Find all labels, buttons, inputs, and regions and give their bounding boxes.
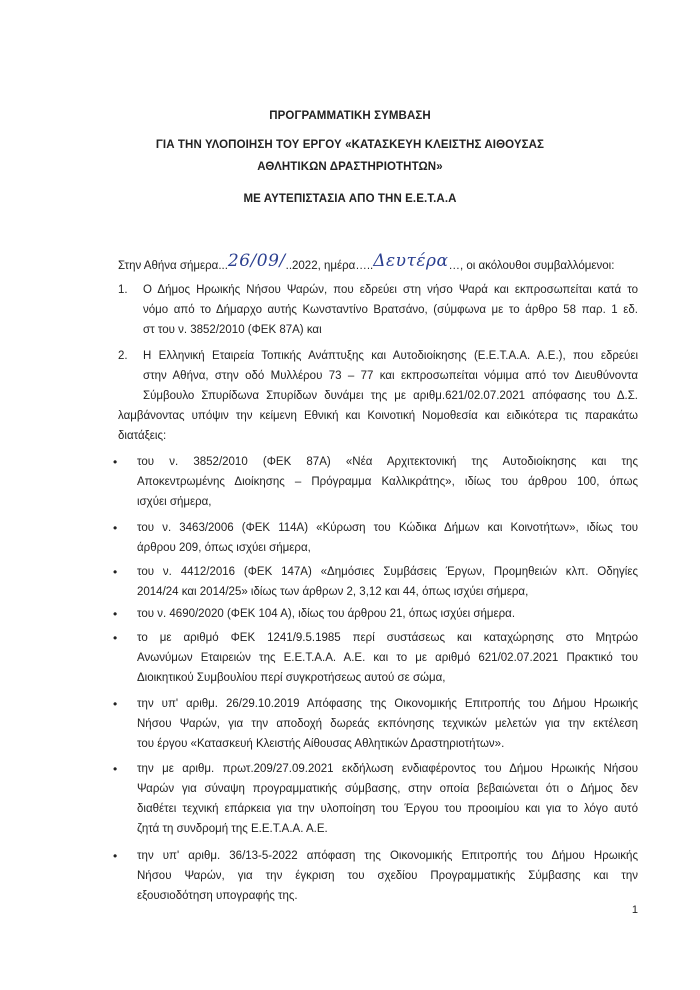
provision-line: Ψαρών για σύναψη προγραμματικής σύμβασης, στην οποία βεβαιώνεται ότι ο Δήμος δεν xyxy=(137,783,638,795)
bullet-icon: • xyxy=(113,631,118,645)
provision-line: το με αριθμό ΦΕΚ 1241/9.5.1985 περί συστάσεως και καταχώρησης στο Μητρώο xyxy=(137,632,638,644)
provision-line: Διοικητικού Συμβουλίου περί συγκροτήσεως αυτού σε σώμα, xyxy=(137,672,446,684)
title-line-1: ΠΡΟΓΡΑΜΜΑΤΙΚΗ ΣΥΜΒΑΣΗ xyxy=(269,110,431,122)
bullet-icon: • xyxy=(113,762,118,776)
party-2-line: Η Ελληνική Εταιρεία Τοπικής Ανάπτυξης και Αυτοδιοίκησης (Ε.Ε.Τ.Α.Α. Α.Ε.), που εδρεύει xyxy=(143,350,638,362)
intro-suffix: , οι ακόλουθοι συμβαλλόμενοι: xyxy=(459,260,615,272)
party-1-line: στ του ν. 3852/2010 (ΦΕΚ 87Α) και xyxy=(143,324,322,336)
page-number: 1 xyxy=(631,904,638,916)
considering-line: διατάξεις: xyxy=(118,430,167,442)
provision-line: Νήσου Ψαρών, για την αποδοχή δωρεάς εκπόνησης τεχνικών μελετών για την εκτέλεση xyxy=(137,718,638,730)
party-2-line: στην Αθήνα, στην οδό Μυλλέρου 73 – 77 και εκπροσωπείται νόμιμα από τον Διευθύνοντα xyxy=(143,370,638,382)
provision-line: την υπ' αριθμ. 36/13-5-2022 απόφαση της Οικονομικής Επιτροπής του Δήμου Ηρωικής xyxy=(137,850,638,862)
provision-line: του ν. 3852/2010 (ΦΕΚ 87Α) «Νέα Αρχιτεκτονική της Αυτοδιοίκησης και της xyxy=(137,456,638,468)
party-2-number: 2. xyxy=(118,350,128,362)
intro-year: 2022, ημέρα xyxy=(292,260,356,272)
provision-line: εξουσιοδότηση υπογραφής της. xyxy=(137,890,298,902)
provision-line: Νήσου Ψαρών, για την έγκριση του σχεδίου Προγραμματικής Σύμβασης και την xyxy=(137,870,638,882)
intro-prefix: Στην Αθήνα σήμερα xyxy=(118,260,219,272)
considering-line: λαμβάνοντας υπόψιν την κείμενη Εθνική και Κοινοτική Νομοθεσία και ειδικότερα τις παρακάτω xyxy=(118,410,638,422)
provision-line: του ν. 4690/2020 (ΦΕΚ 104 Α), ιδίως του άρθρου 21, όπως ισχύει σήμερα. xyxy=(137,608,516,620)
provision-line: του έργου «Κατασκευή Κλειστής Αίθουσας Αθλητικών Δραστηριοτήτων». xyxy=(137,738,505,750)
provision-line: Αποκεντρωμένης Διοίκησης – Πρόγραμμα Καλλικράτης», ιδίως του άρθρου 100, όπως xyxy=(137,476,638,488)
party-1-number: 1. xyxy=(118,284,128,296)
provision-line: ζητά τη συνδρομή της Ε.Ε.Τ.Α.Α. Α.Ε. xyxy=(137,823,328,835)
provision-line: 2014/24 και 2014/25» ιδίως των άρθρων 2, 3,12 και 44, όπως ισχύει σήμερα, xyxy=(137,586,529,598)
provision-line: άρθρου 209, όπως ισχύει σήμερα, xyxy=(137,542,311,554)
provision-line: διαθέτει τεχνική επάρκεια για την υλοποίηση του Έργου του προοιμίου και για το λόγο αυτό xyxy=(137,803,638,815)
bullet-icon: • xyxy=(113,697,118,711)
bullet-icon: • xyxy=(113,521,118,535)
provision-line: την με αριθμ. πρωτ.209/27.09.2021 εκδήλωση ενδιαφέροντος του Δήμου Ηρωικής Νήσου xyxy=(137,763,638,775)
bullet-icon: • xyxy=(113,849,118,863)
party-2-line: Σύμβουλο Σπυρίδωνα Σπυρίδων δυνάμει της με αριθμ.621/02.07.2021 απόφασης του Δ.Σ. xyxy=(143,390,638,402)
provision-line: του ν. 4412/2016 (ΦΕΚ 147Α) «Δημόσιες Συμβάσεις Έργων, Προμηθειών κλπ. Οδηγίες xyxy=(137,566,638,578)
provision-line: του ν. 3463/2006 (ΦΕΚ 114Α) «Κύρωση του Κώδικα Δήμων και Κοινοτήτων», ιδίως του xyxy=(137,522,638,534)
intro-line: Στην Αθήνα σήμερα...26/09/..2022, ημέρα…..Δευτέρα…, οι ακόλουθοι συμβαλλόμενοι: xyxy=(118,251,615,272)
title-line-4: ΜΕ ΑΥΤΕΠΙΣΤΑΣΙΑ ΑΠΟ ΤΗΝ Ε.Ε.Τ.Α.Α xyxy=(243,193,457,205)
party-1-line: νόμο από το Δήμαρχο αυτής Κωνσταντίνο Βρατσάνο, (σύμφωνα με το άρθρο 58 παρ. 1 εδ. xyxy=(143,304,638,316)
title-line-3: ΑΘΛΗΤΙΚΩΝ ΔΡΑΣΤΗΡΙΟΤΗΤΩΝ» xyxy=(257,161,443,173)
provision-line: Ανωνύμων Εταιρειών της Ε.Ε.Τ.Α.Α. Α.Ε. και το με αριθμό 621/02.07.2021 Πρακτικό του xyxy=(137,652,638,664)
handwritten-date: 26/09/ xyxy=(227,251,286,271)
provision-line: την υπ' αριθμ. 26/29.10.2019 Απόφασης της Οικονομικής Επιτροπής του Δήμου Ηρωικής xyxy=(137,698,638,710)
title-line-2: ΓΙΑ ΤΗΝ ΥΛΟΠΟΙΗΣΗ ΤΟΥ ΕΡΓΟΥ «ΚΑΤΑΣΚΕΥΗ ΚΛΕΙΣΤΗΣ ΑΙΘΟΥΣΑΣ xyxy=(155,139,545,151)
handwritten-day: Δευτέρα xyxy=(373,251,449,271)
party-1-line: Ο Δήμος Ηρωικής Νήσου Ψαρών, που εδρεύει στη νήσο Ψαρά και εκπροσωπείται κατά το xyxy=(143,284,638,296)
bullet-icon: • xyxy=(113,607,118,621)
bullet-icon: • xyxy=(113,565,118,579)
provision-line: ισχύει σήμερα, xyxy=(137,496,212,508)
bullet-icon: • xyxy=(113,455,118,469)
